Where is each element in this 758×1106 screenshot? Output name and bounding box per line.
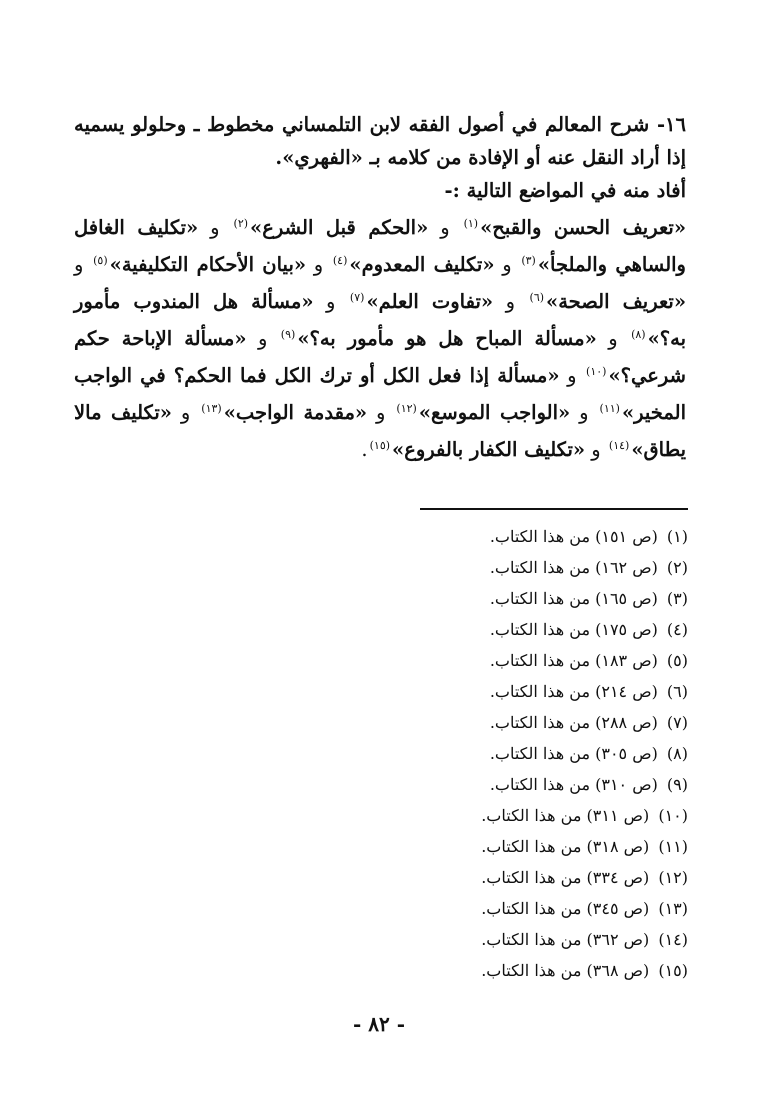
citations-paragraph [74,207,686,466]
citation-text: «تعريف الصحة» [546,290,687,313]
citation-separator: و [567,364,585,387]
footnotes-list [300,521,688,986]
footnote-text: (ص ١٦٢) من هذا الكتاب. [489,558,658,577]
citation-text: «مسألة إذا فعل الكل أو ترك الكل فما الحكم؟ في الواجب المخير» [74,364,687,424]
footnote-text: (ص ٣٤٥) من هذا الكتاب. [481,899,650,918]
footnote-text: (ص ١٨٣) من هذا الكتاب. [489,651,658,670]
footnote-ref: (٨) [631,328,646,341]
footnote-text: (ص ٣٦٨) من هذا الكتاب. [481,961,650,980]
citation-separator: و [326,290,348,313]
footnote-item [300,924,688,955]
footnote-number: (٨) [666,744,688,763]
citation-separator: و [502,253,520,276]
citation-separator: و [210,216,232,239]
citation-separator: . [361,438,368,461]
footnote-number: (٦) [666,682,688,701]
footnote-separator [420,508,688,510]
footnote-item [300,800,688,831]
footnote-item [300,955,688,986]
citation-text: «تكليف مالا يطاق» [74,401,686,461]
footnote-text: (ص ٣١١) من هذا الكتاب. [481,806,650,825]
footnote-item [300,831,688,862]
footnote-text: (ص ١٦٥) من هذا الكتاب. [489,589,658,608]
page-number: - ٨٢ - [352,1012,405,1036]
footnote-item [300,862,688,893]
footnote-ref: (١٢) [396,402,417,415]
entry-number: ١٦- [656,113,686,136]
footnote-item [300,893,688,924]
citation-separator: و [591,438,607,461]
citation-text: «الحكم قبل الشرع» [250,216,429,239]
footnote-number: (٤) [666,620,688,639]
entry-intro: أفاد منه في المواضع التالية :- [444,179,686,202]
footnote-ref: (١١) [599,402,620,415]
footnote-text: (ص ١٧٥) من هذا الكتاب. [489,620,658,639]
citation-separator: و [608,327,630,350]
citation-separator: و [376,401,395,424]
footnote-text: (ص ٢١٤) من هذا الكتاب. [489,682,658,701]
footnote-ref: (١٣) [201,402,222,415]
citation-separator: و [313,253,331,276]
footnote-item [300,645,688,676]
citation-separator: و [74,253,92,276]
entry-title: شرح المعالم في أصول الفقه لابن التلمساني مخطوط ـ وحلولو يسميه إذا أراد النقل عنه أو الإفادة من كلامه بـ «الفهري». [74,113,686,169]
footnote-ref: (١٤) [608,439,630,452]
footnote-number: (١٣) [658,899,688,918]
footnote-ref: (٦) [529,291,545,304]
footnote-number: (٥) [666,651,688,670]
citation-separator: و [440,216,462,239]
footnote-ref: (٢) [233,217,249,230]
citation-text: «تكليف الغافل والساهي والملجأ» [74,216,686,276]
citation-separator: و [505,290,528,313]
citation-separator: و [180,401,200,424]
footnote-text: (ص ٣٠٥) من هذا الكتاب. [489,744,658,763]
footnote-item [300,583,688,614]
citation-text: «مسألة هل المندوب مأمور به؟» [74,290,686,350]
footnote-ref: (٥) [93,254,108,267]
footnote-number: (٣) [666,589,688,608]
footnote-ref: (٩) [280,328,296,341]
citation-separator: و [257,327,279,350]
footnote-ref: (١٥) [369,439,391,452]
citation-text: «تكليف المعدوم» [349,253,495,276]
citation-text: «تفاوت العلم» [366,290,494,313]
footnote-number: (١٠) [658,806,688,825]
footnote-text: (ص ١٥١) من هذا الكتاب. [489,527,658,546]
footnote-item [300,769,688,800]
footnote-number: (١٤) [658,930,688,949]
footnote-item [300,552,688,583]
entry-heading [74,108,686,174]
citation-text: «مقدمة الواجب» [223,401,368,424]
footnote-ref: (١٠) [586,365,607,378]
footnote-text: (ص ٢٨٨) من هذا الكتاب. [489,713,658,732]
citation-text: «تعريف الحسن والقبح» [480,216,687,239]
footnote-ref: (٧) [349,291,365,304]
footnote-number: (١٥) [658,961,688,980]
footnote-number: (١١) [658,837,688,856]
footnote-text: (ص ٣١٠) من هذا الكتاب. [489,775,658,794]
footnote-item [300,614,688,645]
footnote-number: (٧) [666,713,688,732]
citation-text: «مسألة الإباحة حكم شرعي؟» [74,327,686,387]
footnote-item [300,676,688,707]
footnote-text: (ص ٣١٨) من هذا الكتاب. [481,837,650,856]
footnote-item [300,707,688,738]
footnote-text: (ص ٣٦٢) من هذا الكتاب. [481,930,650,949]
footnote-item [300,738,688,769]
footnote-number: (١٢) [658,868,688,887]
citation-separator: و [579,401,598,424]
footnote-number: (٢) [666,558,688,577]
citation-text: «بيان الأحكام التكليفية» [109,253,307,276]
citation-text: «تكليف الكفار بالفروع» [392,438,586,461]
footnote-text: (ص ٣٣٤) من هذا الكتاب. [481,868,650,887]
citation-text: «الواجب الموسع» [418,401,571,424]
citation-text: «مسألة المباح هل هو مأمور به؟» [297,327,597,350]
footnote-ref: (٤) [332,254,348,267]
main-text [74,108,686,466]
footnote-number: (١) [666,527,688,546]
footnote-item [300,521,688,552]
footnote-number: (٩) [666,775,688,794]
footnote-ref: (١) [463,217,479,230]
footnote-ref: (٣) [521,254,536,267]
